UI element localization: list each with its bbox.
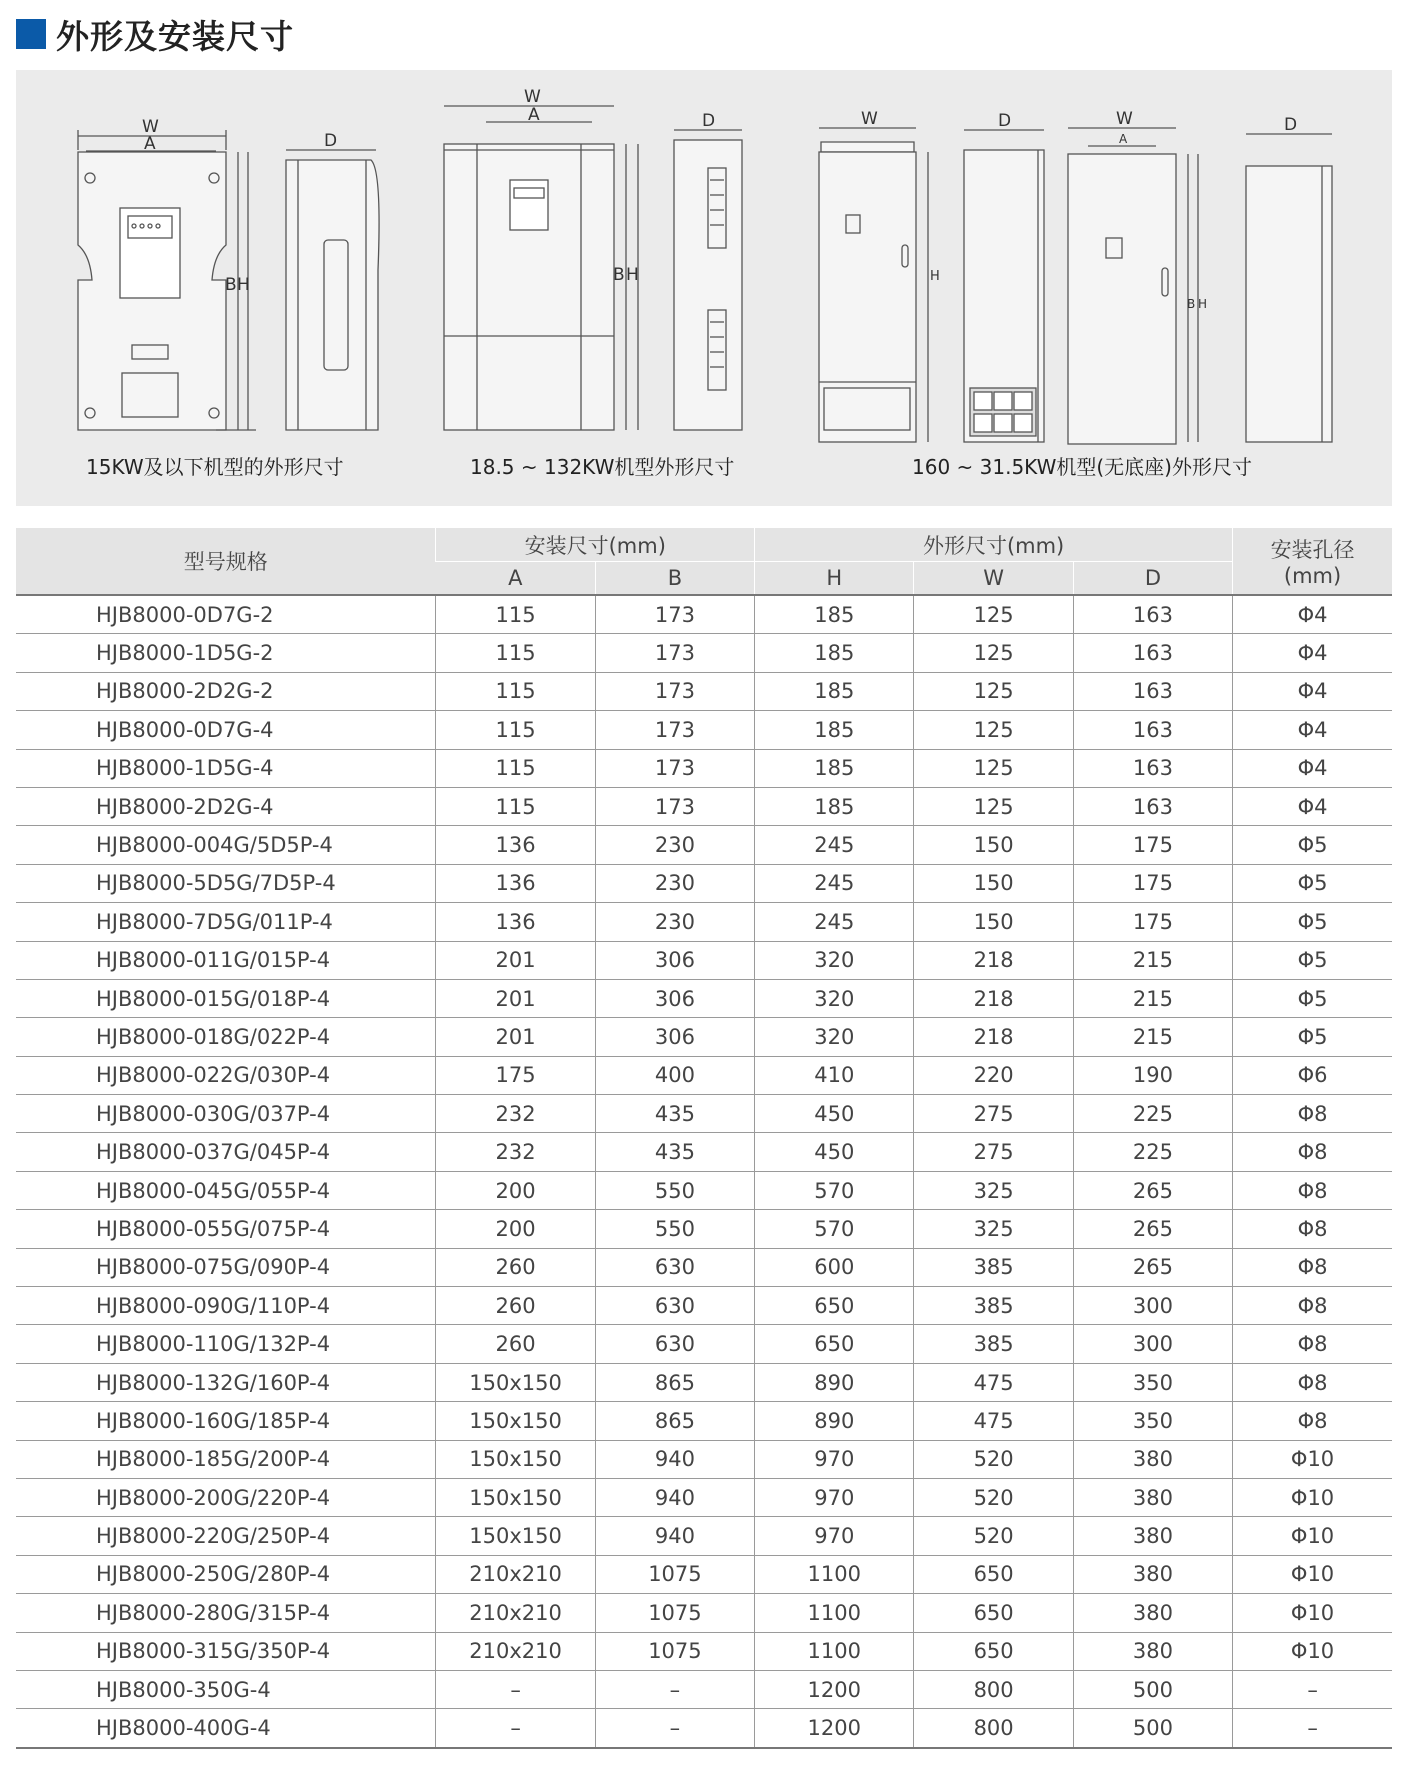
cell-H: 1100 <box>755 1594 914 1632</box>
cell-W: 218 <box>914 979 1073 1017</box>
cell-W: 218 <box>914 941 1073 979</box>
cell-D: 265 <box>1073 1248 1232 1286</box>
cell-model: HJB8000-015G/018P-4 <box>16 979 436 1017</box>
cell-hole: Φ4 <box>1233 787 1392 825</box>
cell-model: HJB8000-030G/037P-4 <box>16 1095 436 1133</box>
cell-H: 245 <box>755 864 914 902</box>
cell-H: 890 <box>755 1402 914 1440</box>
cell-W: 800 <box>914 1709 1073 1748</box>
cell-D: 265 <box>1073 1210 1232 1248</box>
cell-H: 1100 <box>755 1555 914 1593</box>
label-B-1: B <box>225 275 237 295</box>
cell-D: 225 <box>1073 1095 1232 1133</box>
cell-A: 232 <box>436 1133 595 1171</box>
cell-H: 320 <box>755 979 914 1017</box>
cell-D: 380 <box>1073 1517 1232 1555</box>
cell-A: – <box>436 1709 595 1748</box>
cell-H: 1100 <box>755 1632 914 1670</box>
cell-W: 150 <box>914 864 1073 902</box>
cell-hole: Φ8 <box>1233 1133 1392 1171</box>
cell-model: HJB8000-022G/030P-4 <box>16 1056 436 1094</box>
cell-B: 865 <box>595 1402 754 1440</box>
cell-B: 1075 <box>595 1632 754 1670</box>
cell-model: HJB8000-1D5G-2 <box>16 634 436 672</box>
cell-B: 400 <box>595 1056 754 1094</box>
cell-model: HJB8000-037G/045P-4 <box>16 1133 436 1171</box>
cell-W: 125 <box>914 634 1073 672</box>
table-row <box>16 1325 1392 1363</box>
cell-D: 215 <box>1073 1018 1232 1056</box>
cell-model: HJB8000-1D5G-4 <box>16 749 436 787</box>
table-row <box>16 1363 1392 1401</box>
header-install-size: 安装尺寸(mm) <box>436 528 755 562</box>
cell-W: 125 <box>914 749 1073 787</box>
cell-W: 520 <box>914 1478 1073 1516</box>
cell-H: 185 <box>755 595 914 634</box>
cell-hole: Φ4 <box>1233 711 1392 749</box>
table-row <box>16 826 1392 864</box>
cell-B: 173 <box>595 711 754 749</box>
table-row <box>16 1632 1392 1670</box>
cell-hole: – <box>1233 1670 1392 1708</box>
cell-D: 163 <box>1073 595 1232 634</box>
cell-B: 230 <box>595 826 754 864</box>
label-A-4: A <box>1119 132 1128 146</box>
cell-D: 380 <box>1073 1555 1232 1593</box>
table-row <box>16 1018 1392 1056</box>
cell-A: 115 <box>436 711 595 749</box>
table-row <box>16 1287 1392 1325</box>
table-row <box>16 1517 1392 1555</box>
cell-B: 865 <box>595 1363 754 1401</box>
cell-W: 150 <box>914 903 1073 941</box>
table-body <box>16 595 1392 1748</box>
cell-W: 275 <box>914 1095 1073 1133</box>
cell-hole: Φ8 <box>1233 1248 1392 1286</box>
cell-A: – <box>436 1670 595 1708</box>
drawing-cabinet-front <box>819 128 928 442</box>
cell-hole: Φ10 <box>1233 1440 1392 1478</box>
cell-D: 175 <box>1073 864 1232 902</box>
cell-D: 163 <box>1073 634 1232 672</box>
cell-A: 115 <box>436 749 595 787</box>
cell-W: 325 <box>914 1171 1073 1209</box>
cell-W: 125 <box>914 787 1073 825</box>
cell-W: 125 <box>914 595 1073 634</box>
cell-hole: Φ10 <box>1233 1594 1392 1632</box>
cell-hole: Φ4 <box>1233 634 1392 672</box>
cell-hole: Φ10 <box>1233 1632 1392 1670</box>
cell-H: 320 <box>755 1018 914 1056</box>
cell-W: 385 <box>914 1325 1073 1363</box>
cell-D: 350 <box>1073 1363 1232 1401</box>
cell-B: – <box>595 1670 754 1708</box>
cell-A: 115 <box>436 634 595 672</box>
cell-A: 260 <box>436 1248 595 1286</box>
cell-D: 163 <box>1073 787 1232 825</box>
cell-hole: Φ8 <box>1233 1171 1392 1209</box>
table-row <box>16 1670 1392 1708</box>
cell-A: 201 <box>436 941 595 979</box>
cell-B: 435 <box>595 1133 754 1171</box>
cell-D: 163 <box>1073 672 1232 710</box>
table-row <box>16 1248 1392 1286</box>
table-row <box>16 903 1392 941</box>
table-row <box>16 1555 1392 1593</box>
header-W: W <box>914 562 1073 596</box>
cell-W: 520 <box>914 1517 1073 1555</box>
cell-model: HJB8000-011G/015P-4 <box>16 941 436 979</box>
cell-W: 220 <box>914 1056 1073 1094</box>
cell-D: 163 <box>1073 749 1232 787</box>
cell-B: 630 <box>595 1325 754 1363</box>
cell-D: 380 <box>1073 1478 1232 1516</box>
label-B-2: B <box>613 265 625 285</box>
table-row <box>16 864 1392 902</box>
cell-model: HJB8000-018G/022P-4 <box>16 1018 436 1056</box>
cell-H: 185 <box>755 787 914 825</box>
cell-W: 520 <box>914 1440 1073 1478</box>
cell-A: 136 <box>436 903 595 941</box>
cell-D: 215 <box>1073 979 1232 1017</box>
label-B-4: B <box>1187 297 1196 311</box>
cell-B: – <box>595 1709 754 1748</box>
cell-B: 230 <box>595 903 754 941</box>
cell-B: 550 <box>595 1171 754 1209</box>
cell-W: 150 <box>914 826 1073 864</box>
cell-W: 650 <box>914 1555 1073 1593</box>
label-D-2: D <box>702 111 716 131</box>
cell-H: 1200 <box>755 1670 914 1708</box>
cell-D: 175 <box>1073 903 1232 941</box>
drawing-cabinet2-front <box>1068 128 1198 444</box>
table-row <box>16 1056 1392 1094</box>
cell-D: 500 <box>1073 1670 1232 1708</box>
table-row <box>16 941 1392 979</box>
dimension-drawings <box>16 70 1392 506</box>
cell-D: 350 <box>1073 1402 1232 1440</box>
header-outline-size: 外形尺寸(mm) <box>755 528 1233 562</box>
cell-H: 185 <box>755 749 914 787</box>
cell-D: 380 <box>1073 1632 1232 1670</box>
blue-square-icon <box>16 19 46 49</box>
cell-model: HJB8000-075G/090P-4 <box>16 1248 436 1286</box>
label-W-3: W <box>861 109 878 129</box>
table-row <box>16 1133 1392 1171</box>
cell-A: 260 <box>436 1287 595 1325</box>
cell-H: 1200 <box>755 1709 914 1748</box>
cell-A: 201 <box>436 979 595 1017</box>
cell-hole: Φ4 <box>1233 749 1392 787</box>
cell-model: HJB8000-004G/5D5P-4 <box>16 826 436 864</box>
cell-A: 201 <box>436 1018 595 1056</box>
cell-A: 260 <box>436 1325 595 1363</box>
cell-D: 380 <box>1073 1440 1232 1478</box>
table-row <box>16 672 1392 710</box>
cell-D: 300 <box>1073 1325 1232 1363</box>
table-row <box>16 1171 1392 1209</box>
cell-hole: Φ8 <box>1233 1210 1392 1248</box>
section-title: 外形及安装尺寸 <box>56 16 294 56</box>
cell-hole: Φ5 <box>1233 826 1392 864</box>
cell-H: 450 <box>755 1095 914 1133</box>
cell-hole: Φ5 <box>1233 864 1392 902</box>
cell-B: 173 <box>595 749 754 787</box>
cell-W: 650 <box>914 1632 1073 1670</box>
cell-model: HJB8000-315G/350P-4 <box>16 1632 436 1670</box>
table-row <box>16 1402 1392 1440</box>
cell-hole: Φ6 <box>1233 1056 1392 1094</box>
cell-D: 380 <box>1073 1594 1232 1632</box>
label-W-4: W <box>1116 109 1133 129</box>
table-row <box>16 1594 1392 1632</box>
table-row <box>16 1095 1392 1133</box>
cell-W: 125 <box>914 672 1073 710</box>
cell-A: 150x150 <box>436 1402 595 1440</box>
drawing-mid-side <box>674 130 742 430</box>
cell-W: 275 <box>914 1133 1073 1171</box>
cell-B: 550 <box>595 1210 754 1248</box>
header-model: 型号规格 <box>16 528 436 595</box>
cell-H: 410 <box>755 1056 914 1094</box>
cell-hole: Φ4 <box>1233 595 1392 634</box>
cell-hole: Φ5 <box>1233 979 1392 1017</box>
cell-B: 173 <box>595 634 754 672</box>
cell-D: 215 <box>1073 941 1232 979</box>
header-A: A <box>436 562 595 596</box>
label-H-3: H <box>930 269 940 284</box>
header-hole-line2: (mm) <box>1283 564 1342 588</box>
cell-hole: Φ8 <box>1233 1402 1392 1440</box>
cell-D: 175 <box>1073 826 1232 864</box>
cell-W: 475 <box>914 1363 1073 1401</box>
cell-A: 210x210 <box>436 1555 595 1593</box>
cell-B: 940 <box>595 1478 754 1516</box>
cell-H: 600 <box>755 1248 914 1286</box>
cell-D: 163 <box>1073 711 1232 749</box>
cell-model: HJB8000-200G/220P-4 <box>16 1478 436 1516</box>
drawing-mid-front <box>444 106 638 430</box>
cell-model: HJB8000-185G/200P-4 <box>16 1440 436 1478</box>
cell-model: HJB8000-2D2G-2 <box>16 672 436 710</box>
cell-model: HJB8000-5D5G/7D5P-4 <box>16 864 436 902</box>
cell-A: 115 <box>436 595 595 634</box>
cell-hole: Φ8 <box>1233 1287 1392 1325</box>
table-row <box>16 979 1392 1017</box>
cell-H: 245 <box>755 903 914 941</box>
cell-model: HJB8000-160G/185P-4 <box>16 1402 436 1440</box>
cell-W: 800 <box>914 1670 1073 1708</box>
section-header <box>16 14 294 54</box>
label-D-4: D <box>1284 115 1298 135</box>
cell-H: 450 <box>755 1133 914 1171</box>
header-H: H <box>755 562 914 596</box>
cell-B: 173 <box>595 595 754 634</box>
caption-mid-units: 18.5 ~ 132KW机型外形尺寸 <box>470 455 735 479</box>
cell-W: 385 <box>914 1248 1073 1286</box>
cell-A: 115 <box>436 787 595 825</box>
cell-B: 306 <box>595 979 754 1017</box>
label-H-4: H <box>1198 297 1208 311</box>
cell-A: 136 <box>436 826 595 864</box>
cell-A: 150x150 <box>436 1440 595 1478</box>
drawing-cabinet-side <box>964 130 1044 442</box>
cell-W: 218 <box>914 1018 1073 1056</box>
cell-A: 115 <box>436 672 595 710</box>
cell-A: 210x210 <box>436 1594 595 1632</box>
label-A-2: A <box>528 105 540 125</box>
table-row <box>16 711 1392 749</box>
cell-A: 150x150 <box>436 1517 595 1555</box>
cell-B: 306 <box>595 1018 754 1056</box>
header-hole-diameter <box>1233 528 1392 595</box>
label-W-1: W <box>142 117 159 137</box>
cell-model: HJB8000-090G/110P-4 <box>16 1287 436 1325</box>
cell-B: 1075 <box>595 1594 754 1632</box>
label-D-1: D <box>324 131 338 151</box>
cell-model: HJB8000-132G/160P-4 <box>16 1363 436 1401</box>
cell-B: 940 <box>595 1440 754 1478</box>
label-H-2: H <box>626 265 639 285</box>
cell-B: 1075 <box>595 1555 754 1593</box>
cell-A: 136 <box>436 864 595 902</box>
cell-A: 200 <box>436 1171 595 1209</box>
cell-A: 210x210 <box>436 1632 595 1670</box>
cell-H: 185 <box>755 672 914 710</box>
cell-W: 385 <box>914 1287 1073 1325</box>
cell-hole: Φ8 <box>1233 1363 1392 1401</box>
cell-hole: Φ10 <box>1233 1478 1392 1516</box>
label-H-1: H <box>237 275 250 295</box>
cell-model: HJB8000-7D5G/011P-4 <box>16 903 436 941</box>
cell-H: 650 <box>755 1325 914 1363</box>
table-row <box>16 595 1392 634</box>
cell-model: HJB8000-280G/315P-4 <box>16 1594 436 1632</box>
caption-small-units: 15KW及以下机型的外形尺寸 <box>86 455 344 479</box>
cell-D: 500 <box>1073 1709 1232 1748</box>
cell-H: 320 <box>755 941 914 979</box>
cell-A: 175 <box>436 1056 595 1094</box>
cell-model: HJB8000-400G-4 <box>16 1709 436 1748</box>
cell-D: 300 <box>1073 1287 1232 1325</box>
cell-W: 475 <box>914 1402 1073 1440</box>
table-row <box>16 634 1392 672</box>
cell-hole: Φ5 <box>1233 903 1392 941</box>
cell-model: HJB8000-0D7G-4 <box>16 711 436 749</box>
cell-hole: Φ8 <box>1233 1325 1392 1363</box>
cell-B: 940 <box>595 1517 754 1555</box>
cell-H: 970 <box>755 1478 914 1516</box>
cell-B: 435 <box>595 1095 754 1133</box>
cell-hole: Φ8 <box>1233 1095 1392 1133</box>
cell-H: 245 <box>755 826 914 864</box>
cell-model: HJB8000-250G/280P-4 <box>16 1555 436 1593</box>
cell-B: 230 <box>595 864 754 902</box>
cell-W: 325 <box>914 1210 1073 1248</box>
cell-H: 970 <box>755 1517 914 1555</box>
cell-H: 650 <box>755 1287 914 1325</box>
label-W-2: W <box>524 87 541 107</box>
table-row <box>16 1478 1392 1516</box>
cell-H: 185 <box>755 711 914 749</box>
cell-B: 630 <box>595 1248 754 1286</box>
cell-hole: Φ5 <box>1233 941 1392 979</box>
cell-D: 190 <box>1073 1056 1232 1094</box>
cell-hole: Φ10 <box>1233 1555 1392 1593</box>
table-header <box>16 528 1392 595</box>
table-row <box>16 787 1392 825</box>
dimension-drawings-panel <box>16 70 1392 506</box>
table-row <box>16 1440 1392 1478</box>
cell-model: HJB8000-2D2G-4 <box>16 787 436 825</box>
cell-A: 232 <box>436 1095 595 1133</box>
cell-H: 970 <box>755 1440 914 1478</box>
cell-hole: Φ10 <box>1233 1517 1392 1555</box>
cell-B: 630 <box>595 1287 754 1325</box>
cell-H: 570 <box>755 1210 914 1248</box>
cell-hole: Φ5 <box>1233 1018 1392 1056</box>
cell-A: 200 <box>436 1210 595 1248</box>
cell-model: HJB8000-055G/075P-4 <box>16 1210 436 1248</box>
header-B: B <box>595 562 754 596</box>
cell-H: 185 <box>755 634 914 672</box>
cell-W: 650 <box>914 1594 1073 1632</box>
cell-model: HJB8000-350G-4 <box>16 1670 436 1708</box>
cell-model: HJB8000-110G/132P-4 <box>16 1325 436 1363</box>
cell-model: HJB8000-220G/250P-4 <box>16 1517 436 1555</box>
cell-model: HJB8000-045G/055P-4 <box>16 1171 436 1209</box>
drawing-small-side <box>286 150 379 430</box>
cell-B: 173 <box>595 672 754 710</box>
cell-hole: Φ4 <box>1233 672 1392 710</box>
cell-B: 173 <box>595 787 754 825</box>
header-hole-line1: 安装孔径 <box>1270 538 1355 562</box>
cell-hole: – <box>1233 1709 1392 1748</box>
cell-W: 125 <box>914 711 1073 749</box>
label-D-3: D <box>998 111 1012 131</box>
cell-A: 150x150 <box>436 1363 595 1401</box>
cell-H: 890 <box>755 1363 914 1401</box>
header-D: D <box>1073 562 1232 596</box>
cell-model: HJB8000-0D7G-2 <box>16 595 436 634</box>
drawing-cabinet2-side <box>1246 134 1332 442</box>
table-row <box>16 1709 1392 1748</box>
cell-D: 225 <box>1073 1133 1232 1171</box>
cell-A: 150x150 <box>436 1478 595 1516</box>
label-A-1: A <box>144 134 156 154</box>
cell-D: 265 <box>1073 1171 1232 1209</box>
cell-B: 306 <box>595 941 754 979</box>
table-row <box>16 1210 1392 1248</box>
cell-H: 570 <box>755 1171 914 1209</box>
table-row <box>16 749 1392 787</box>
dimension-spec-table <box>16 528 1392 1749</box>
caption-large-units: 160 ~ 31.5KW机型(无底座)外形尺寸 <box>912 455 1252 479</box>
